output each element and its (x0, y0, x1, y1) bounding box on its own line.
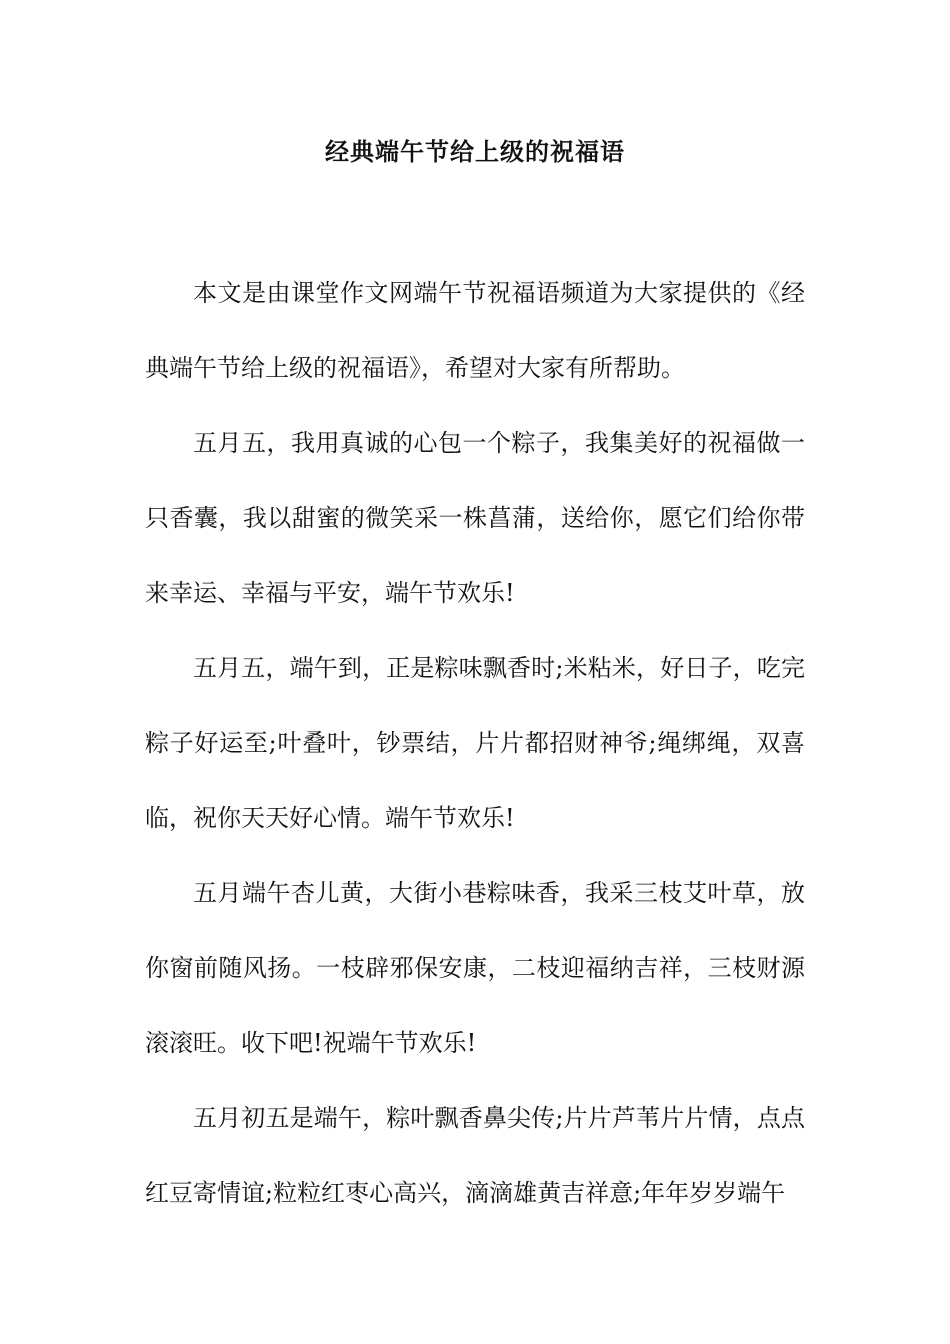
paragraph-blessing-2: 五月五，端午到，正是粽味飘香时;米粘米，好日子，吃完粽子好运至;叶叠叶，钞票结，片片都招财神爷;绳绑绳，双喜临，祝你天天好心情。端午节欢乐! (145, 654, 805, 832)
document-title: 经典端午节给上级的祝福语 (325, 137, 625, 166)
paragraph-intro: 本文是由课堂作文网端午节祝福语频道为大家提供的《经典端午节给上级的祝福语》，希望对大家有所帮助。 (145, 279, 805, 382)
paragraph-blessing-4: 五月初五是端午，粽叶飘香鼻尖传;片片芦苇片片情，点点红豆寄情谊;粒粒红枣心高兴，滴滴雄黄吉祥意;年年岁岁端午 (145, 1104, 805, 1207)
paragraph-blessing-1: 五月五，我用真诚的心包一个粽子，我集美好的祝福做一只香囊，我以甜蜜的微笑采一株菖蒲，送给你，愿它们给你带来幸运、幸福与平安，端午节欢乐! (145, 429, 805, 607)
paragraph-blessing-3: 五月端午杏儿黄，大街小巷粽味香，我采三枝艾叶草，放你窗前随风扬。一枝辟邪保安康，二枝迎福纳吉祥，三枝财源滚滚旺。收下吧!祝端午节欢乐! (145, 879, 805, 1057)
document-body (145, 256, 805, 1231)
